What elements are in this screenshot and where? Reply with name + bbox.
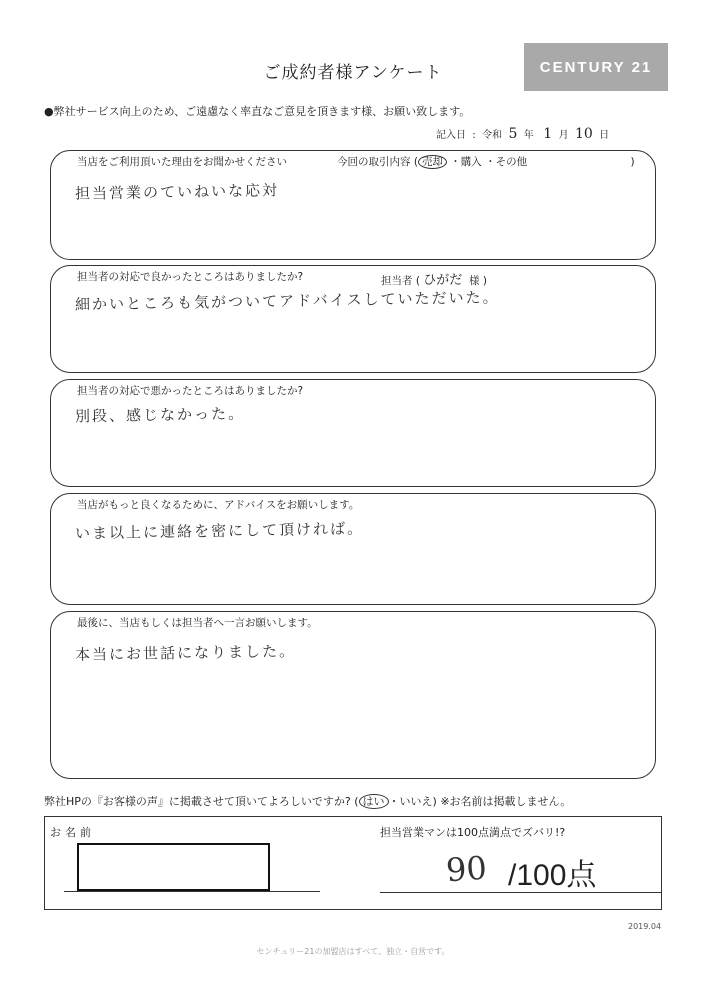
answer-handwriting: 本当にお世話になりました。 bbox=[74, 642, 297, 664]
publish-consent: 弊社HPの『お客様の声』に掲載させて頂いてよろしいですか? ( はい ・いいえ) ※お名前は掲載しません。 bbox=[44, 795, 572, 808]
option-purchase: 購入 bbox=[460, 156, 482, 168]
option-other: その他 bbox=[495, 156, 528, 168]
question-text: 最後に、当店もしくは担当者へ一言お願いします。 bbox=[77, 617, 318, 629]
survey-section-advice bbox=[50, 493, 656, 605]
century21-logo: CENTURY 21 bbox=[524, 43, 668, 91]
date-label: 記入日 bbox=[436, 130, 466, 141]
survey-section-final-message bbox=[50, 611, 656, 779]
staff-suffix: 様 bbox=[468, 275, 480, 287]
name-underline bbox=[64, 891, 320, 892]
answer-handwriting: 別段、感じなかった。 bbox=[74, 404, 246, 426]
staff-label: 担当者 bbox=[381, 275, 413, 287]
date-year-unit: 年 bbox=[523, 130, 534, 141]
date-month-unit: 月 bbox=[558, 130, 569, 141]
answer-handwriting: いま以上に連絡を密にして頂ければ。 bbox=[74, 519, 365, 543]
score-handwritten: 90 bbox=[444, 848, 488, 890]
transaction-label: 今回の取引内容 bbox=[337, 156, 411, 168]
question-text: 担当者の対応で良かったところはありましたか? bbox=[77, 271, 304, 283]
option-sale-selected: 売却 bbox=[418, 155, 447, 169]
answer-handwriting: 担当営業のていねいな応対 bbox=[74, 181, 280, 203]
score-max: /100点 bbox=[508, 859, 597, 892]
question-text: 当店をご利用頂いた理由をお聞かせください bbox=[77, 156, 287, 168]
form-title: ご成約者様アンケート bbox=[263, 63, 443, 83]
consent-question: 弊社HPの『お客様の声』に掲載させて頂いてよろしいですか? bbox=[44, 795, 351, 808]
staff-field: 担当者 ( ひがだ 様 ) bbox=[381, 273, 487, 288]
date-day: 10 bbox=[574, 126, 593, 142]
date-year: 5 bbox=[508, 126, 518, 142]
form-code: 2019.04 bbox=[628, 922, 662, 931]
staff-name: ひがだ bbox=[423, 273, 463, 288]
date-era: 令和 bbox=[482, 130, 503, 141]
redacted-name bbox=[77, 843, 270, 891]
entry-date: 記入日 : 令和 5 年 1 月 10 日 bbox=[436, 126, 610, 142]
consent-note: ※お名前は掲載しません。 bbox=[440, 795, 572, 808]
score-label: 担当営業マンは100点満点でズバリ!? bbox=[380, 826, 566, 839]
answer-handwriting: 細かいところも気がついてアドバイスしていただいた。 bbox=[74, 288, 500, 314]
date-month: 1 bbox=[543, 126, 553, 142]
transaction-type: 今回の取引内容 ( 売却 ・購入 ・その他 ) bbox=[337, 156, 635, 168]
score-underline bbox=[380, 892, 662, 893]
consent-yes-selected: はい bbox=[359, 794, 389, 809]
question-text: 担当者の対応で悪かったところはありましたか? bbox=[77, 385, 304, 397]
survey-section-good-points bbox=[50, 265, 656, 373]
date-day-unit: 日 bbox=[599, 130, 610, 141]
consent-no: いいえ bbox=[399, 795, 433, 808]
footer-note: センチュリー21の加盟店はすべて、独立・自営です。 bbox=[256, 947, 450, 956]
survey-section-reason bbox=[50, 150, 656, 260]
intro-text: ●弊社サービス向上のため、ご遠慮なく率直なご意見を頂きます様、お願い致します。 bbox=[44, 105, 471, 118]
name-label: お名前 bbox=[50, 826, 95, 839]
survey-section-bad-points bbox=[50, 379, 656, 487]
question-text: 当店がもっと良くなるために、アドバイスをお願いします。 bbox=[77, 499, 360, 511]
